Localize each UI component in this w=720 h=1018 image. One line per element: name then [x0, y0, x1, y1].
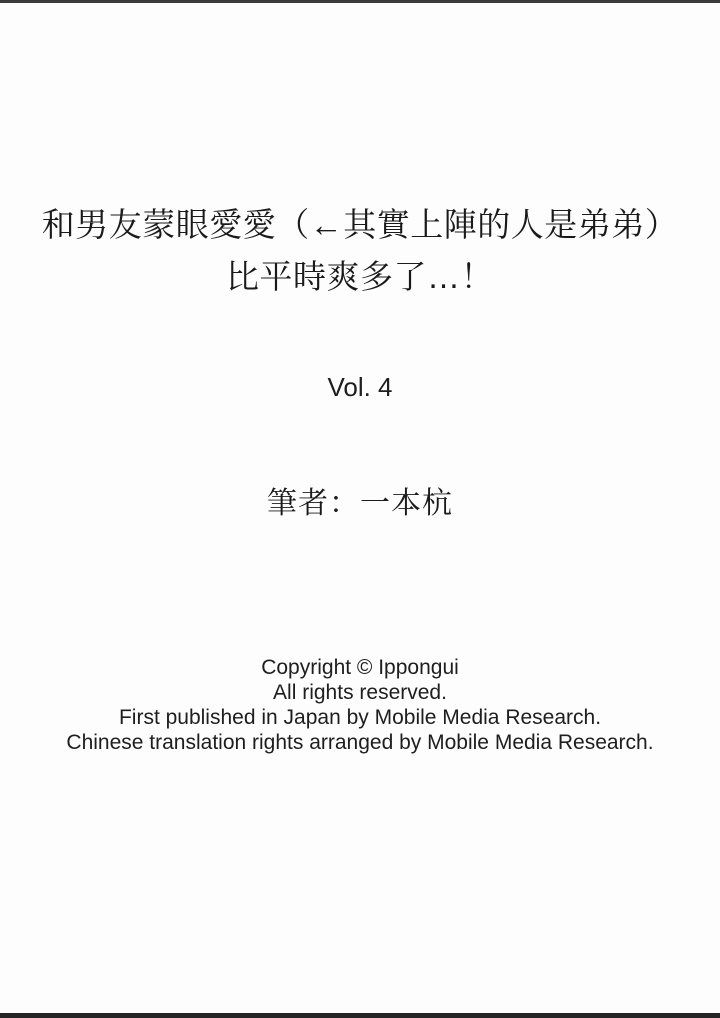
copyright-line: All rights reserved.: [273, 681, 447, 704]
volume-label: Vol. 4: [327, 372, 393, 402]
book-title-line-1: 和男友蒙眼愛愛（←其實上陣的人是弟弟）: [41, 206, 679, 243]
copyright-line: Chinese translation rights arranged by Mobile Media Research.: [66, 731, 654, 754]
bottom-edge-bar: [0, 1013, 720, 1018]
copyright-line: Copyright © Ippongui: [261, 656, 459, 679]
author-line: 筆者：一本杭: [267, 487, 453, 520]
book-title-line-2: 比平時爽多了…！: [226, 258, 494, 295]
book-title: [0, 199, 720, 303]
top-edge-bar: [0, 0, 720, 3]
copyright-line: First published in Japan by Mobile Media Research.: [118, 706, 602, 729]
copyright-block: [0, 655, 720, 755]
